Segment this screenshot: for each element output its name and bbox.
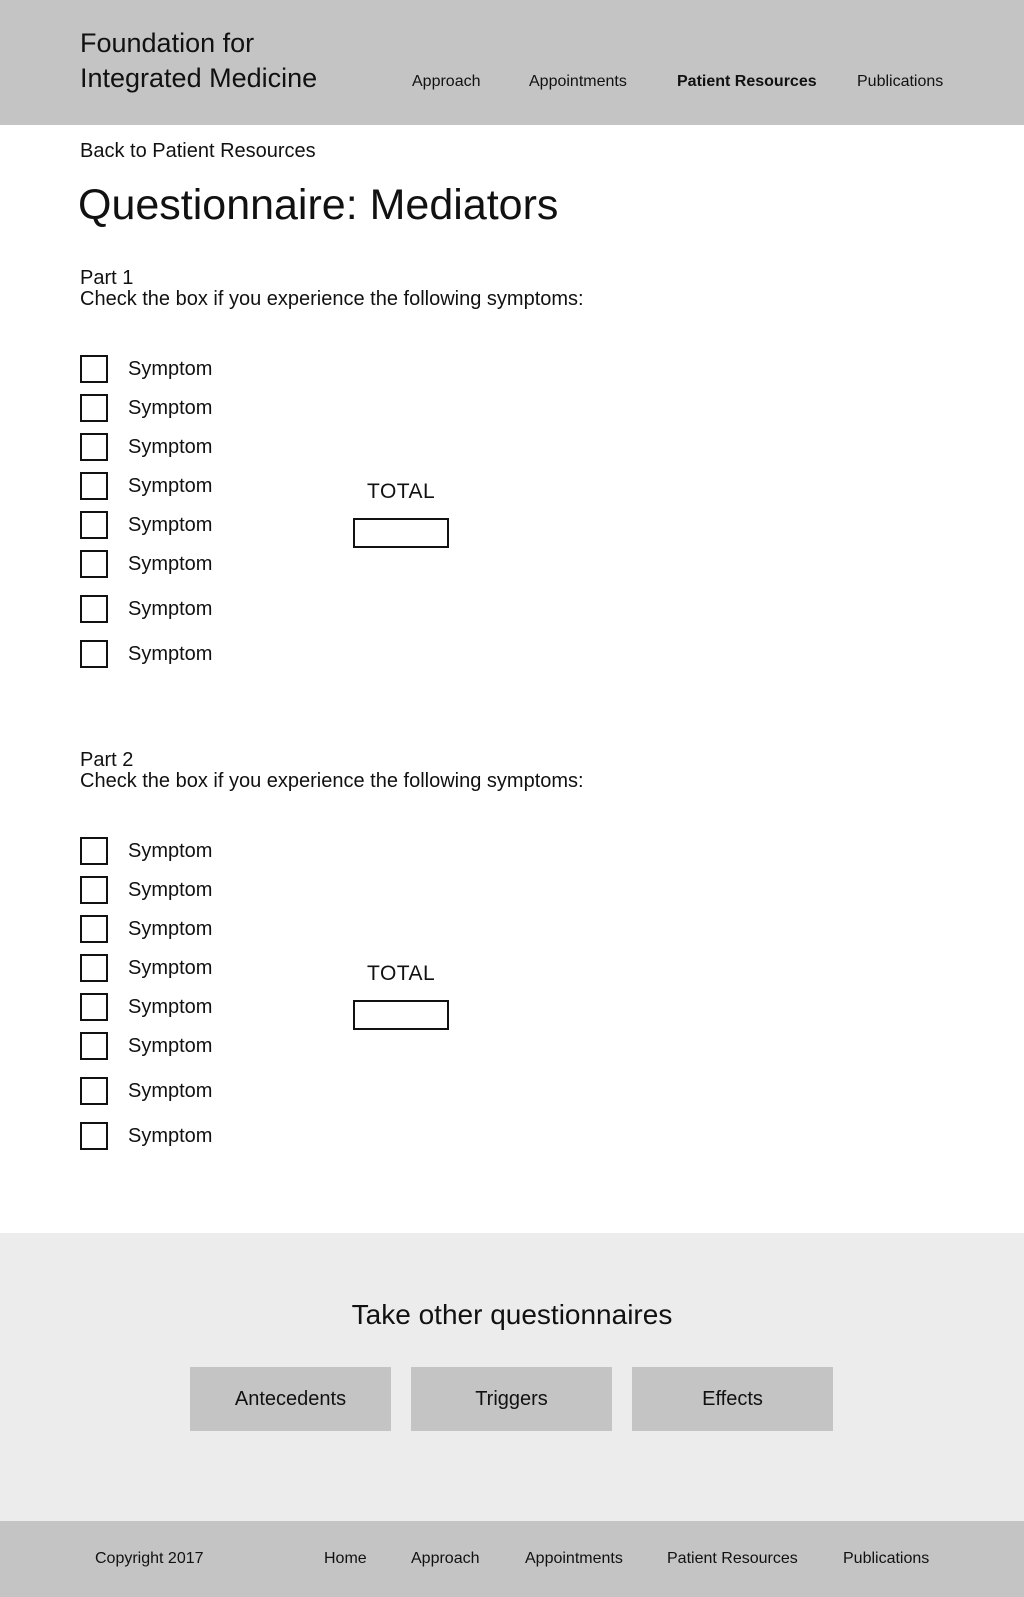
- site-header: [0, 0, 1024, 125]
- part-1-symptom-4-label: Symptom: [128, 475, 213, 497]
- part-2-symptom-2-label: Symptom: [128, 879, 213, 901]
- nav-appointments[interactable]: Appointments: [529, 73, 627, 90]
- part-2-symptom-5-checkbox[interactable]: [80, 993, 108, 1021]
- part-2-instruction: Check the box if you experience the following symptoms:: [80, 770, 584, 792]
- part-2-symptom-8-label: Symptom: [128, 1125, 213, 1147]
- part-1-symptom-6-checkbox[interactable]: [80, 550, 108, 578]
- part-2-total-label: TOTAL: [367, 962, 436, 985]
- antecedents-button[interactable]: Antecedents: [190, 1367, 391, 1431]
- part-1-symptom-4-checkbox[interactable]: [80, 472, 108, 500]
- nav-patient-resources[interactable]: Patient Resources: [677, 73, 817, 90]
- part-1-symptom-1-label: Symptom: [128, 358, 213, 380]
- part-1-total-label: TOTAL: [367, 480, 436, 503]
- back-to-patient-resources-link[interactable]: Back to Patient Resources: [80, 140, 316, 162]
- nav-approach[interactable]: Approach: [412, 73, 481, 90]
- part-2-total-field[interactable]: [353, 1000, 449, 1030]
- part-1-header: [80, 268, 584, 310]
- brand-line-1: Foundation for: [80, 28, 255, 58]
- part-1-symptom-2-checkbox[interactable]: [80, 394, 108, 422]
- brand-line-2: Integrated Medicine: [80, 63, 318, 93]
- footer-link-home[interactable]: Home: [324, 1550, 367, 1567]
- part-2-symptom-2-checkbox[interactable]: [80, 876, 108, 904]
- part-1-total-field[interactable]: [353, 518, 449, 548]
- part-2-symptom-5-label: Symptom: [128, 996, 213, 1018]
- effects-button[interactable]: Effects: [632, 1367, 833, 1431]
- part-2-symptom-8-checkbox[interactable]: [80, 1122, 108, 1150]
- part-1-label: Part 1: [80, 267, 134, 289]
- footer-link-publications[interactable]: Publications: [843, 1550, 930, 1567]
- part-2-symptom-3-label: Symptom: [128, 918, 213, 940]
- footer-link-appointments[interactable]: Appointments: [525, 1550, 623, 1567]
- part-1-symptom-5-checkbox[interactable]: [80, 511, 108, 539]
- part-1-symptom-8-checkbox[interactable]: [80, 640, 108, 668]
- part-2-symptom-4-checkbox[interactable]: [80, 954, 108, 982]
- part-2-symptom-7-checkbox[interactable]: [80, 1077, 108, 1105]
- page-title: Questionnaire: Mediators: [78, 181, 559, 229]
- part-1-symptom-3-label: Symptom: [128, 436, 213, 458]
- triggers-button[interactable]: Triggers: [411, 1367, 612, 1431]
- copyright-text: Copyright 2017: [95, 1550, 204, 1567]
- part-2-symptom-1-checkbox[interactable]: [80, 837, 108, 865]
- part-1-symptom-1-checkbox[interactable]: [80, 355, 108, 383]
- part-1-symptom-8-label: Symptom: [128, 643, 213, 665]
- nav-publications[interactable]: Publications: [857, 73, 944, 90]
- part-2-symptom-7-label: Symptom: [128, 1080, 213, 1102]
- part-1-symptom-7-label: Symptom: [128, 598, 213, 620]
- footer-link-patient-resources[interactable]: Patient Resources: [667, 1550, 798, 1567]
- site-footer: [0, 1521, 1024, 1597]
- part-2-label: Part 2: [80, 749, 134, 771]
- part-1-symptom-5-label: Symptom: [128, 514, 213, 536]
- part-2-symptom-3-checkbox[interactable]: [80, 915, 108, 943]
- site-logo[interactable]: [80, 26, 317, 96]
- part-1-symptom-7-checkbox[interactable]: [80, 595, 108, 623]
- part-1-symptom-3-checkbox[interactable]: [80, 433, 108, 461]
- part-1-instruction: Check the box if you experience the following symptoms:: [80, 288, 584, 310]
- other-questionnaires-section: [0, 1233, 1024, 1521]
- part-2-symptom-6-checkbox[interactable]: [80, 1032, 108, 1060]
- footer-link-approach[interactable]: Approach: [411, 1550, 480, 1567]
- part-2-symptom-4-label: Symptom: [128, 957, 213, 979]
- other-questionnaires-title: Take other questionnaires: [351, 1299, 673, 1330]
- part-2-header: [80, 750, 584, 792]
- part-1-symptom-6-label: Symptom: [128, 553, 213, 575]
- part-2-symptom-1-label: Symptom: [128, 840, 213, 862]
- part-2-symptom-6-label: Symptom: [128, 1035, 213, 1057]
- part-1-symptom-2-label: Symptom: [128, 397, 213, 419]
